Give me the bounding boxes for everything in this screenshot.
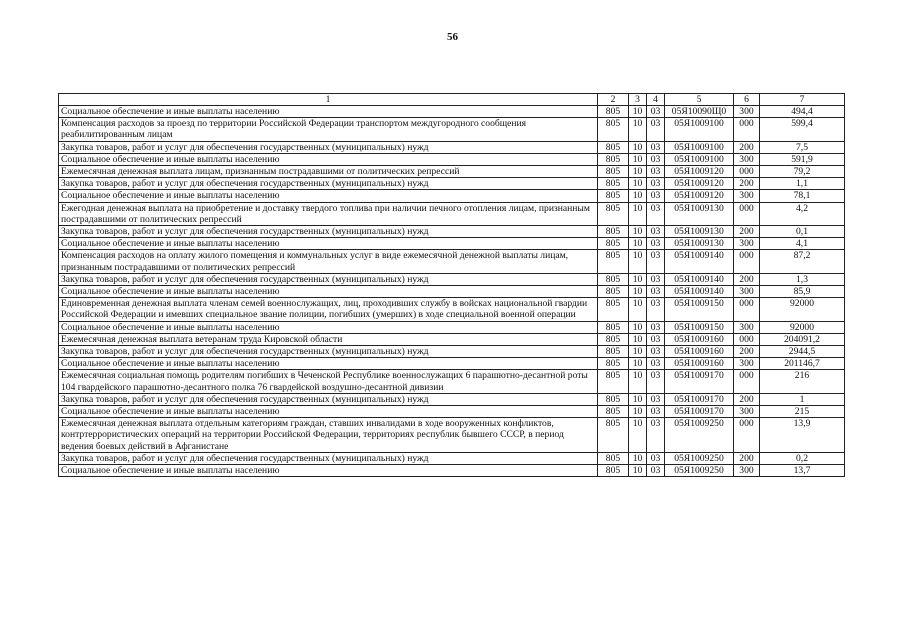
row-expense-type: 000 (734, 118, 760, 141)
row-section-code: 10 (629, 358, 647, 370)
row-target-article: 05Я1009100 (665, 153, 734, 165)
row-target-article: 05Я1009170 (665, 370, 734, 393)
table-row (59, 418, 845, 453)
row-target-article: 05Я1009120 (665, 178, 734, 190)
table-row (59, 298, 845, 321)
row-subsection-code: 03 (647, 406, 665, 418)
row-subsection-code: 03 (647, 333, 665, 345)
row-ved-code: 805 (598, 238, 629, 250)
table-row (59, 393, 845, 405)
row-section-code: 10 (629, 106, 647, 118)
row-expense-type: 200 (734, 393, 760, 405)
row-name: Ежемесячная денежная выплата отдельным категориям граждан, ставших инвалидами в ходе вооруженных конфликтов, контртеррористических операций на территории Российской Федерации, территориях республик бывшего СССР, в период ведения боевых действий в Афганистане (59, 418, 598, 453)
row-name: Ежемесячная денежная выплата ветеранам труда Кировской области (59, 333, 598, 345)
row-target-article: 05Я1009250 (665, 418, 734, 453)
row-amount: 1,1 (760, 178, 845, 190)
table-row (59, 370, 845, 393)
row-amount: 4,1 (760, 238, 845, 250)
row-section-code: 10 (629, 452, 647, 464)
row-ved-code: 805 (598, 106, 629, 118)
table-row (59, 406, 845, 418)
table-row (59, 190, 845, 202)
row-section-code: 10 (629, 118, 647, 141)
row-name: Компенсация расходов на оплату жилого помещения и коммунальных услуг в виде ежемесячной денежной выплаты лицам, признанным пострадавшими от политических репрессий (59, 250, 598, 273)
row-name: Закупка товаров, работ и услуг для обеспечения государственных (муниципальных) нужд (59, 141, 598, 153)
row-section-code: 10 (629, 178, 647, 190)
table-row (59, 153, 845, 165)
row-ved-code: 805 (598, 465, 629, 477)
table-row (59, 166, 845, 178)
table-row (59, 358, 845, 370)
row-subsection-code: 03 (647, 202, 665, 225)
row-amount: 216 (760, 370, 845, 393)
row-amount: 87,2 (760, 250, 845, 273)
row-name: Социальное обеспечение и иные выплаты населению (59, 406, 598, 418)
row-amount: 13,9 (760, 418, 845, 453)
row-target-article: 05Я1009130 (665, 238, 734, 250)
row-amount: 79,2 (760, 166, 845, 178)
table-row (59, 465, 845, 477)
row-ved-code: 805 (598, 418, 629, 453)
row-expense-type: 200 (734, 346, 760, 358)
row-expense-type: 300 (734, 286, 760, 298)
row-amount: 78,1 (760, 190, 845, 202)
row-subsection-code: 03 (647, 273, 665, 285)
row-section-code: 10 (629, 226, 647, 238)
page-number: 56 (447, 31, 458, 43)
row-subsection-code: 03 (647, 118, 665, 141)
row-ved-code: 805 (598, 153, 629, 165)
row-expense-type: 300 (734, 190, 760, 202)
row-section-code: 10 (629, 190, 647, 202)
table-body (59, 106, 845, 477)
row-target-article: 05Я1009130 (665, 226, 734, 238)
row-section-code: 10 (629, 370, 647, 393)
row-expense-type: 300 (734, 406, 760, 418)
table-row (59, 333, 845, 345)
header-cell: 7 (760, 94, 845, 106)
table-header-row (59, 94, 845, 106)
table-row (59, 452, 845, 464)
row-ved-code: 805 (598, 406, 629, 418)
table-row (59, 226, 845, 238)
row-name: Социальное обеспечение и иные выплаты населению (59, 358, 598, 370)
table-row (59, 238, 845, 250)
row-target-article: 05Я1009120 (665, 190, 734, 202)
header-cell: 6 (734, 94, 760, 106)
row-target-article: 05Я1009250 (665, 465, 734, 477)
row-ved-code: 805 (598, 370, 629, 393)
table-row (59, 178, 845, 190)
row-ved-code: 805 (598, 178, 629, 190)
row-ved-code: 805 (598, 166, 629, 178)
row-expense-type: 200 (734, 273, 760, 285)
row-expense-type: 300 (734, 238, 760, 250)
row-section-code: 10 (629, 346, 647, 358)
row-name: Социальное обеспечение и иные выплаты населению (59, 238, 598, 250)
row-amount: 204091,2 (760, 333, 845, 345)
row-expense-type: 200 (734, 226, 760, 238)
row-expense-type: 200 (734, 452, 760, 464)
row-subsection-code: 03 (647, 418, 665, 453)
row-subsection-code: 03 (647, 298, 665, 321)
row-subsection-code: 03 (647, 452, 665, 464)
row-subsection-code: 03 (647, 286, 665, 298)
row-section-code: 10 (629, 166, 647, 178)
row-subsection-code: 03 (647, 393, 665, 405)
row-expense-type: 300 (734, 358, 760, 370)
row-section-code: 10 (629, 238, 647, 250)
row-target-article: 05Я1009140 (665, 273, 734, 285)
row-target-article: 05Я1009150 (665, 298, 734, 321)
row-target-article: 05Я1009140 (665, 286, 734, 298)
row-subsection-code: 03 (647, 250, 665, 273)
row-target-article: 05Я1009150 (665, 321, 734, 333)
row-subsection-code: 03 (647, 226, 665, 238)
row-amount: 4,2 (760, 202, 845, 225)
row-amount: 2944,5 (760, 346, 845, 358)
row-name: Единовременная денежная выплата членам семей военнослужащих, лиц, проходивших службу в войсках национальной гвардии Российской Федерации и имевших специальное звание полиции, погибших (умерших) в ходе специальной военной операции (59, 298, 598, 321)
row-expense-type: 200 (734, 141, 760, 153)
table-row (59, 321, 845, 333)
row-subsection-code: 03 (647, 465, 665, 477)
row-ved-code: 805 (598, 358, 629, 370)
row-subsection-code: 03 (647, 178, 665, 190)
row-expense-type: 000 (734, 166, 760, 178)
row-name: Социальное обеспечение и иные выплаты населению (59, 465, 598, 477)
table-row (59, 118, 845, 141)
table-row (59, 273, 845, 285)
row-subsection-code: 03 (647, 141, 665, 153)
row-ved-code: 805 (598, 202, 629, 225)
row-ved-code: 805 (598, 452, 629, 464)
table-row (59, 286, 845, 298)
row-section-code: 10 (629, 321, 647, 333)
row-section-code: 10 (629, 298, 647, 321)
row-ved-code: 805 (598, 298, 629, 321)
row-amount: 494,4 (760, 106, 845, 118)
row-amount: 0,1 (760, 226, 845, 238)
header-cell: 1 (59, 94, 598, 106)
row-subsection-code: 03 (647, 106, 665, 118)
row-subsection-code: 03 (647, 358, 665, 370)
row-section-code: 10 (629, 153, 647, 165)
row-amount: 1,3 (760, 273, 845, 285)
row-name: Закупка товаров, работ и услуг для обеспечения государственных (муниципальных) нужд (59, 226, 598, 238)
row-subsection-code: 03 (647, 166, 665, 178)
row-ved-code: 805 (598, 333, 629, 345)
row-name: Ежемесячная социальная помощь родителям погибших в Чеченской Республике военнослужащих 6 парашютно-десантной роты 104 гвардейского парашютно-десантного полка 76 гвардейской воздушно-десантной дивизии (59, 370, 598, 393)
row-target-article: 05Я1009170 (665, 406, 734, 418)
row-expense-type: 000 (734, 202, 760, 225)
row-target-article: 05Я1009160 (665, 346, 734, 358)
row-name: Закупка товаров, работ и услуг для обеспечения государственных (муниципальных) нужд (59, 178, 598, 190)
row-amount: 92000 (760, 298, 845, 321)
row-expense-type: 000 (734, 418, 760, 453)
row-ved-code: 805 (598, 346, 629, 358)
row-section-code: 10 (629, 141, 647, 153)
row-name: Социальное обеспечение и иные выплаты населению (59, 321, 598, 333)
row-amount: 591,9 (760, 153, 845, 165)
row-section-code: 10 (629, 465, 647, 477)
row-expense-type: 300 (734, 321, 760, 333)
row-section-code: 10 (629, 202, 647, 225)
row-ved-code: 805 (598, 141, 629, 153)
row-target-article: 05Я1009250 (665, 452, 734, 464)
row-subsection-code: 03 (647, 370, 665, 393)
row-ved-code: 805 (598, 321, 629, 333)
table-row (59, 346, 845, 358)
table-row (59, 250, 845, 273)
row-subsection-code: 03 (647, 190, 665, 202)
row-amount: 13,7 (760, 465, 845, 477)
row-target-article: 05Я1009170 (665, 393, 734, 405)
row-amount: 0,2 (760, 452, 845, 464)
row-expense-type: 300 (734, 153, 760, 165)
row-name: Закупка товаров, работ и услуг для обеспечения государственных (муниципальных) нужд (59, 273, 598, 285)
row-expense-type: 000 (734, 370, 760, 393)
row-name: Социальное обеспечение и иные выплаты населению (59, 153, 598, 165)
row-expense-type: 000 (734, 333, 760, 345)
row-name: Закупка товаров, работ и услуг для обеспечения государственных (муниципальных) нужд (59, 393, 598, 405)
row-name: Ежемесячная денежная выплата лицам, признанным пострадавшими от политических репрессий (59, 166, 598, 178)
row-target-article: 05Я1009130 (665, 202, 734, 225)
row-target-article: 05Я1009140 (665, 250, 734, 273)
row-amount: 1 (760, 393, 845, 405)
table-row (59, 106, 845, 118)
row-section-code: 10 (629, 250, 647, 273)
row-ved-code: 805 (598, 226, 629, 238)
row-ved-code: 805 (598, 118, 629, 141)
header-cell: 4 (647, 94, 665, 106)
row-section-code: 10 (629, 333, 647, 345)
row-target-article: 05Я1009160 (665, 358, 734, 370)
row-amount: 599,4 (760, 118, 845, 141)
row-expense-type: 300 (734, 106, 760, 118)
row-subsection-code: 03 (647, 346, 665, 358)
row-name: Ежегодная денежная выплата на приобретение и доставку твердого топлива при наличии печного отопления лицам, признанным пострадавшими от политических репрессий (59, 202, 598, 225)
row-amount: 7,5 (760, 141, 845, 153)
row-section-code: 10 (629, 406, 647, 418)
row-section-code: 10 (629, 418, 647, 453)
row-section-code: 10 (629, 273, 647, 285)
row-amount: 92000 (760, 321, 845, 333)
budget-table (58, 93, 845, 477)
row-name: Закупка товаров, работ и услуг для обеспечения государственных (муниципальных) нужд (59, 346, 598, 358)
table-row (59, 141, 845, 153)
row-target-article: 05Я1009120 (665, 166, 734, 178)
row-name: Социальное обеспечение и иные выплаты населению (59, 106, 598, 118)
row-amount: 215 (760, 406, 845, 418)
row-ved-code: 805 (598, 250, 629, 273)
row-expense-type: 300 (734, 465, 760, 477)
row-expense-type: 200 (734, 178, 760, 190)
row-expense-type: 000 (734, 298, 760, 321)
row-name: Социальное обеспечение и иные выплаты населению (59, 190, 598, 202)
row-section-code: 10 (629, 393, 647, 405)
row-target-article: 05Я10090Щ0 (665, 106, 734, 118)
row-subsection-code: 03 (647, 238, 665, 250)
row-target-article: 05Я1009160 (665, 333, 734, 345)
row-section-code: 10 (629, 286, 647, 298)
header-cell: 2 (598, 94, 629, 106)
header-cell: 3 (629, 94, 647, 106)
row-ved-code: 805 (598, 190, 629, 202)
row-ved-code: 805 (598, 286, 629, 298)
row-amount: 85,9 (760, 286, 845, 298)
header-cell: 5 (665, 94, 734, 106)
row-subsection-code: 03 (647, 153, 665, 165)
row-subsection-code: 03 (647, 321, 665, 333)
row-name: Компенсация расходов за проезд по территории Российской Федерации транспортом междугородного сообщения реабилитированным лицам (59, 118, 598, 141)
row-amount: 201146,7 (760, 358, 845, 370)
row-target-article: 05Я1009100 (665, 118, 734, 141)
row-target-article: 05Я1009100 (665, 141, 734, 153)
row-ved-code: 805 (598, 273, 629, 285)
row-name: Социальное обеспечение и иные выплаты населению (59, 286, 598, 298)
row-ved-code: 805 (598, 393, 629, 405)
table-row (59, 202, 845, 225)
row-name: Закупка товаров, работ и услуг для обеспечения государственных (муниципальных) нужд (59, 452, 598, 464)
row-expense-type: 000 (734, 250, 760, 273)
